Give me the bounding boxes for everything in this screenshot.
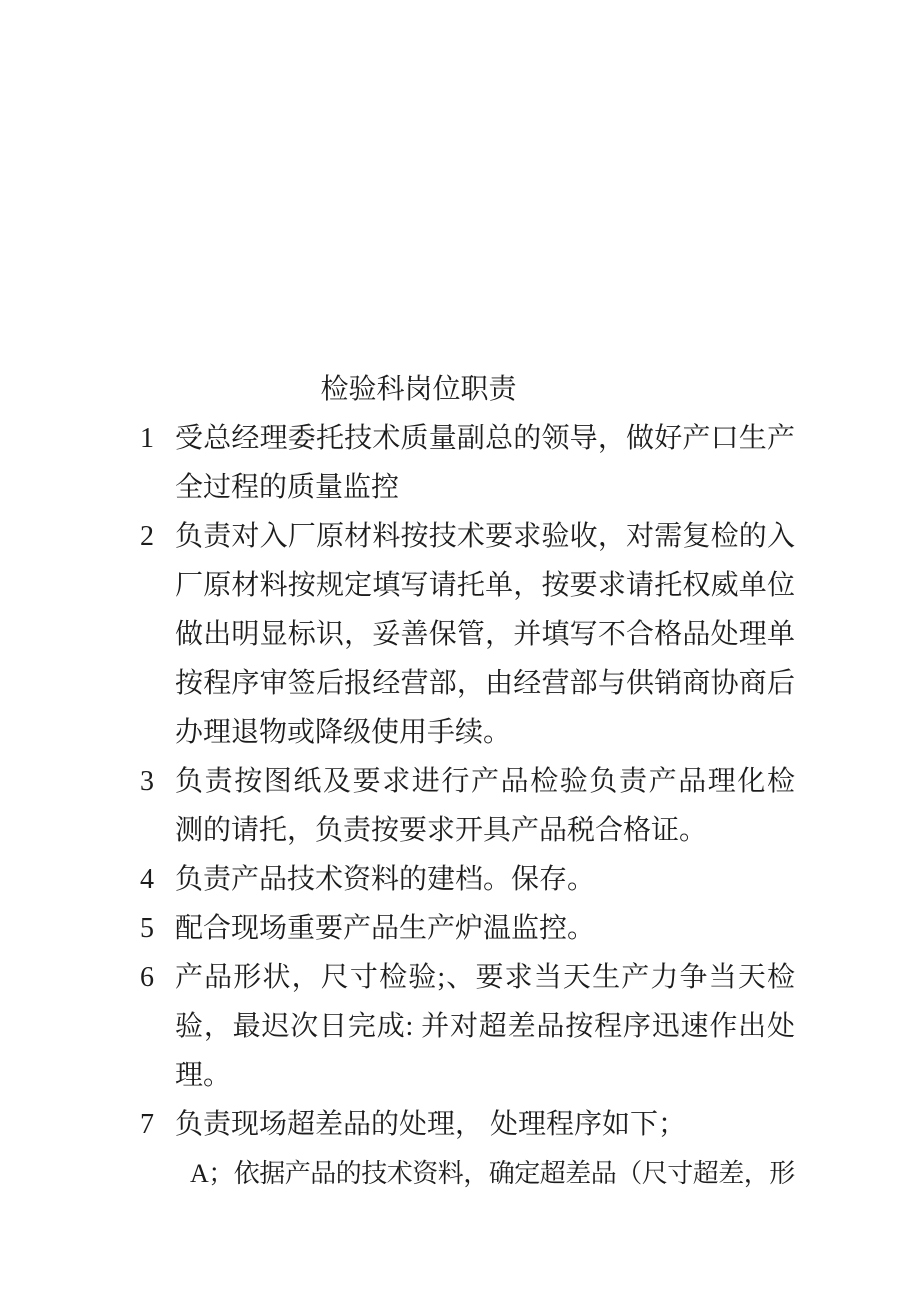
duty-item-6 [140, 953, 795, 1100]
item-text-line: 验，最迟次日完成: 并对超差品按程序迅速作出处 [175, 1011, 795, 1042]
item-text-line: 负责产品技术资料的建档。保存。 [175, 864, 596, 895]
item-text-line: 产品形状，尺寸检验;、要求当天生产力争当天检 [175, 962, 795, 993]
item-text-line: 理。 [175, 1060, 232, 1091]
item-number: 1 [140, 423, 154, 454]
item-text [175, 855, 795, 904]
item-text-line: 全过程的质量监控 [175, 472, 400, 503]
item-text-line: 办理退物或降级使用手续。 [175, 717, 512, 748]
item-number: 3 [140, 766, 154, 797]
item-text [175, 414, 795, 512]
page-title: 检验科岗位职责 [320, 374, 517, 405]
sub-item-a [140, 1149, 795, 1198]
item-text-line: 测的请托，负责按要求开具产品税合格证。 [175, 815, 708, 846]
item-text [175, 512, 795, 757]
item-text-line: 按程序审签后报经营部，由经营部与供销商协商后 [175, 668, 795, 699]
duty-item-5 [140, 904, 795, 953]
duty-item-2 [140, 512, 795, 757]
duty-item-7 [140, 1100, 795, 1149]
item-text [175, 1100, 795, 1149]
document-content [140, 365, 795, 1198]
item-text-line: 负责对入厂原材料按技术要求验收，对需复检的入 [175, 521, 795, 552]
item-text-line: 负责按图纸及要求进行产品检验负责产品理化检 [175, 766, 795, 797]
item-number: 5 [140, 913, 154, 944]
item-text-line: 负责现场超差品的处理， 处理程序如下； [175, 1109, 687, 1140]
item-text-line: 厂原材料按规定填写请托单，按要求请托权威单位 [175, 570, 795, 601]
item-text [175, 953, 795, 1100]
item-text-line: 受总经理委托技术质量副总的领导，做好产口生产 [175, 423, 795, 454]
item-number: 2 [140, 521, 154, 552]
duty-item-3 [140, 757, 795, 855]
item-text-line: 配合现场重要产品生产炉温监控。 [175, 913, 596, 944]
sub-item-text-line: A；依据产品的技术资料，确定超差品（尺寸超差，形 [190, 1159, 795, 1188]
item-text [175, 757, 795, 855]
item-number: 4 [140, 864, 154, 895]
item-number: 6 [140, 962, 154, 993]
item-text [175, 904, 795, 953]
duty-item-4 [140, 855, 795, 904]
duty-item-1 [140, 414, 795, 512]
item-text-line: 做出明显标识，妥善保管，并填写不合格品处理单 [175, 619, 795, 650]
item-number: 7 [140, 1109, 154, 1140]
